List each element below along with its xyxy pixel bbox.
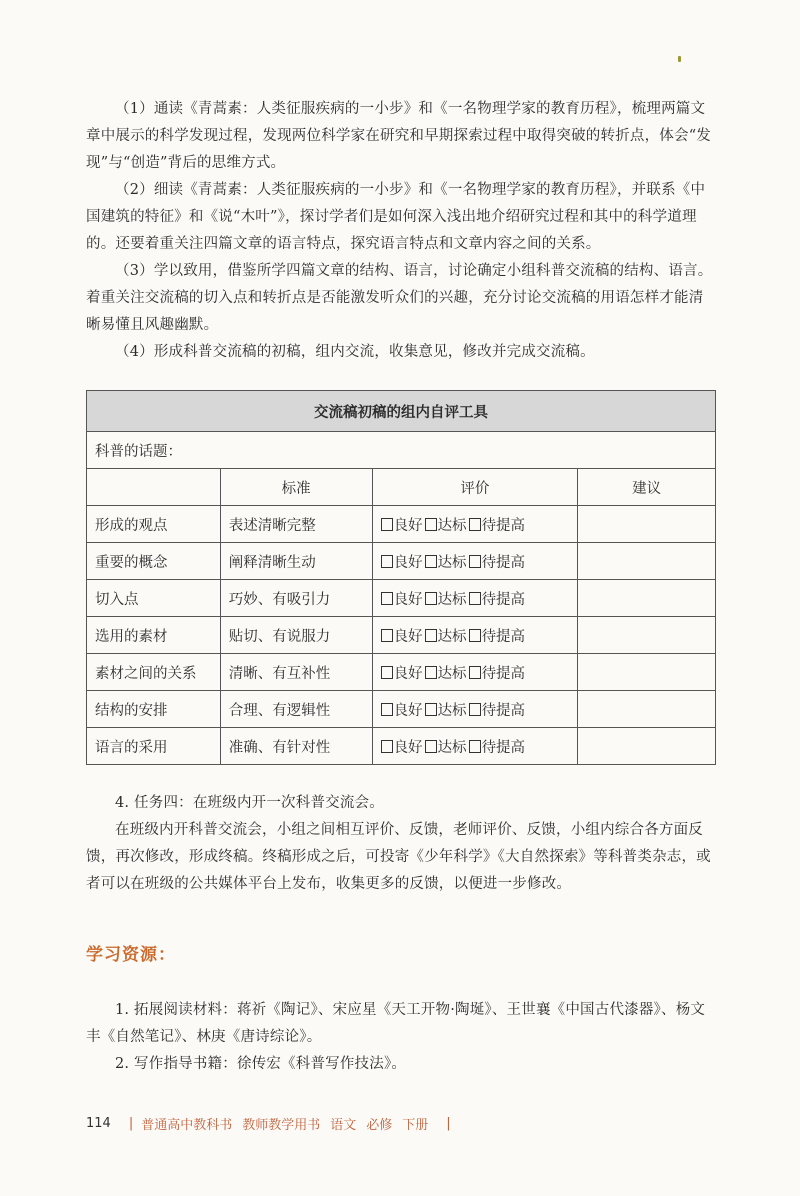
- rating-checkbox[interactable]: [425, 555, 437, 568]
- table-title: 交流稿初稿的组内自评工具: [87, 391, 716, 432]
- header-rating: 评价: [372, 469, 578, 506]
- topic-label: 科普的话题：: [87, 432, 716, 469]
- ink-mark: [678, 56, 681, 62]
- criterion-item: 结构的安排: [87, 691, 221, 728]
- header-blank: [87, 469, 221, 506]
- rating-checkbox[interactable]: [425, 518, 437, 531]
- rating-cell: [372, 506, 578, 543]
- rating-checkbox[interactable]: [469, 666, 481, 679]
- rating-option-label: 良好: [393, 628, 423, 645]
- rating-cell: [372, 728, 578, 765]
- rating-checkbox[interactable]: [425, 666, 437, 679]
- rating-cell: [372, 617, 578, 654]
- criterion-item: 重要的概念: [87, 543, 221, 580]
- table-row: [87, 728, 716, 765]
- footer-divider-end: |: [446, 1116, 451, 1131]
- rating-option-label: 良好: [393, 554, 423, 571]
- rating-option-label: 良好: [393, 517, 423, 534]
- rating-checkbox[interactable]: [425, 629, 437, 642]
- header-standard: 标准: [220, 469, 372, 506]
- footer-subject: 语文: [330, 1118, 357, 1133]
- task4-body: 在班级内开科普交流会，小组之间相互评价、反馈，老师评价、反馈，小组内综合各方面反馈，再次修改，形成终稿。终稿形成之后，可投寄《少年科学》《大自然探索》等科普类杂志，或者可以在班级的公共媒体平台上发布，收集更多的反馈，以便进一步修改。: [86, 822, 711, 892]
- rating-checkbox[interactable]: [381, 555, 393, 568]
- criterion-standard: 表述清晰完整: [220, 506, 372, 543]
- section-title-resources: 学习资源：: [86, 945, 176, 965]
- resource-item-2: 2. 写作指导书籍：徐传宏《科普写作技法》。: [115, 1056, 407, 1072]
- rating-option-label: 达标: [437, 554, 467, 571]
- rating-checkbox[interactable]: [381, 592, 393, 605]
- paragraph-step-4: （4）形成科普交流稿的初稿，组内交流，收集意见，修改并完成交流稿。: [115, 344, 595, 360]
- criterion-standard: 阐释清晰生动: [220, 543, 372, 580]
- page-footer: [86, 1114, 459, 1133]
- rating-option-label: 待提高: [481, 591, 526, 608]
- paragraph-step-2: （2）细读《青蒿素：人类征服疾病的一小步》和《一名物理学家的教育历程》，并联系《中国建筑的特征》和《说“木叶”》，探讨学者们是如何深入浅出地介绍研究过程和其中的科学道理的。还要着重关注四篇文章的语言特点，探究语言特点和文章内容之间的关系。: [86, 182, 706, 252]
- rating-option-label: 良好: [393, 702, 423, 719]
- criterion-item: 选用的素材: [87, 617, 221, 654]
- criterion-standard: 清晰、有互补性: [220, 654, 372, 691]
- criterion-item: 素材之间的关系: [87, 654, 221, 691]
- criterion-standard: 贴切、有说服力: [220, 617, 372, 654]
- rating-option-label: 待提高: [481, 628, 526, 645]
- rating-checkbox[interactable]: [425, 703, 437, 716]
- rating-checkbox[interactable]: [469, 592, 481, 605]
- rating-cell: [372, 654, 578, 691]
- rating-option-label: 达标: [437, 702, 467, 719]
- rating-option-label: 达标: [437, 665, 467, 682]
- table-row: [87, 654, 716, 691]
- rating-option-label: 达标: [437, 591, 467, 608]
- criterion-item: 语言的采用: [87, 728, 221, 765]
- rating-option-label: 待提高: [481, 554, 526, 571]
- rating-option-label: 良好: [393, 665, 423, 682]
- footer-course: 必修: [366, 1118, 393, 1133]
- criterion-standard: 巧妙、有吸引力: [220, 580, 372, 617]
- table-row: [87, 617, 716, 654]
- rating-option-label: 待提高: [481, 517, 526, 534]
- task4-heading: 4. 任务四：在班级内开一次科普交流会。: [115, 795, 384, 811]
- footer-book-role: 教师教学用书: [242, 1118, 321, 1133]
- footer-divider: |: [128, 1116, 134, 1131]
- rating-checkbox[interactable]: [381, 629, 393, 642]
- rating-checkbox[interactable]: [469, 740, 481, 753]
- rating-checkbox[interactable]: [469, 703, 481, 716]
- criterion-standard: 合理、有逻辑性: [220, 691, 372, 728]
- criterion-item: 切入点: [87, 580, 221, 617]
- rating-option-label: 良好: [393, 739, 423, 756]
- page-number: 114: [86, 1116, 111, 1131]
- rating-option-label: 良好: [393, 591, 423, 608]
- resource-item-1: 1. 拓展阅读材料：蒋祈《陶记》、宋应星《天工开物·陶埏》、王世襄《中国古代漆器》、杨文丰《自然笔记》、林庚《唐诗综论》。: [86, 1002, 706, 1045]
- suggestion-cell[interactable]: [578, 617, 716, 654]
- table-body: [87, 506, 716, 765]
- rating-checkbox[interactable]: [425, 740, 437, 753]
- rating-option-label: 待提高: [481, 702, 526, 719]
- rating-checkbox[interactable]: [381, 666, 393, 679]
- rating-option-label: 待提高: [481, 739, 526, 756]
- table-row: [87, 543, 716, 580]
- rating-checkbox[interactable]: [425, 592, 437, 605]
- rating-checkbox[interactable]: [381, 703, 393, 716]
- rating-checkbox[interactable]: [469, 555, 481, 568]
- rating-option-label: 达标: [437, 739, 467, 756]
- rating-checkbox[interactable]: [381, 518, 393, 531]
- table-row: [87, 580, 716, 617]
- rating-cell: [372, 580, 578, 617]
- table-row: [87, 691, 716, 728]
- suggestion-cell[interactable]: [578, 506, 716, 543]
- paragraph-step-1: （1）通读《青蒿素：人类征服疾病的一小步》和《一名物理学家的教育历程》，梳理两篇文章中展示的科学发现过程，发现两位科学家在研究和早期探索过程中取得突破的转折点，体会“发现”与“创造”背后的思维方式。: [86, 101, 712, 171]
- suggestion-cell[interactable]: [578, 580, 716, 617]
- suggestion-cell[interactable]: [578, 543, 716, 580]
- header-suggestion: 建议: [578, 469, 716, 506]
- criterion-standard: 准确、有针对性: [220, 728, 372, 765]
- rating-cell: [372, 691, 578, 728]
- footer-volume: 下册: [402, 1118, 429, 1133]
- self-evaluation-table: [86, 390, 716, 765]
- rating-option-label: 达标: [437, 517, 467, 534]
- paragraph-step-3: （3）学以致用，借鉴所学四篇文章的结构、语言，讨论确定小组科普交流稿的结构、语言。着重关注交流稿的切入点和转折点是否能激发听众们的兴趣，充分讨论交流稿的用语怎样才能清晰易懂且风趣幽默。: [86, 263, 713, 333]
- criterion-item: 形成的观点: [87, 506, 221, 543]
- rating-checkbox[interactable]: [469, 629, 481, 642]
- rating-option-label: 达标: [437, 628, 467, 645]
- suggestion-cell[interactable]: [578, 691, 716, 728]
- suggestion-cell[interactable]: [578, 728, 716, 765]
- rating-checkbox[interactable]: [381, 740, 393, 753]
- footer-book-type: 普通高中教科书: [141, 1118, 233, 1133]
- rating-checkbox[interactable]: [469, 518, 481, 531]
- table-row: [87, 506, 716, 543]
- suggestion-cell[interactable]: [578, 654, 716, 691]
- rating-cell: [372, 543, 578, 580]
- rating-option-label: 待提高: [481, 665, 526, 682]
